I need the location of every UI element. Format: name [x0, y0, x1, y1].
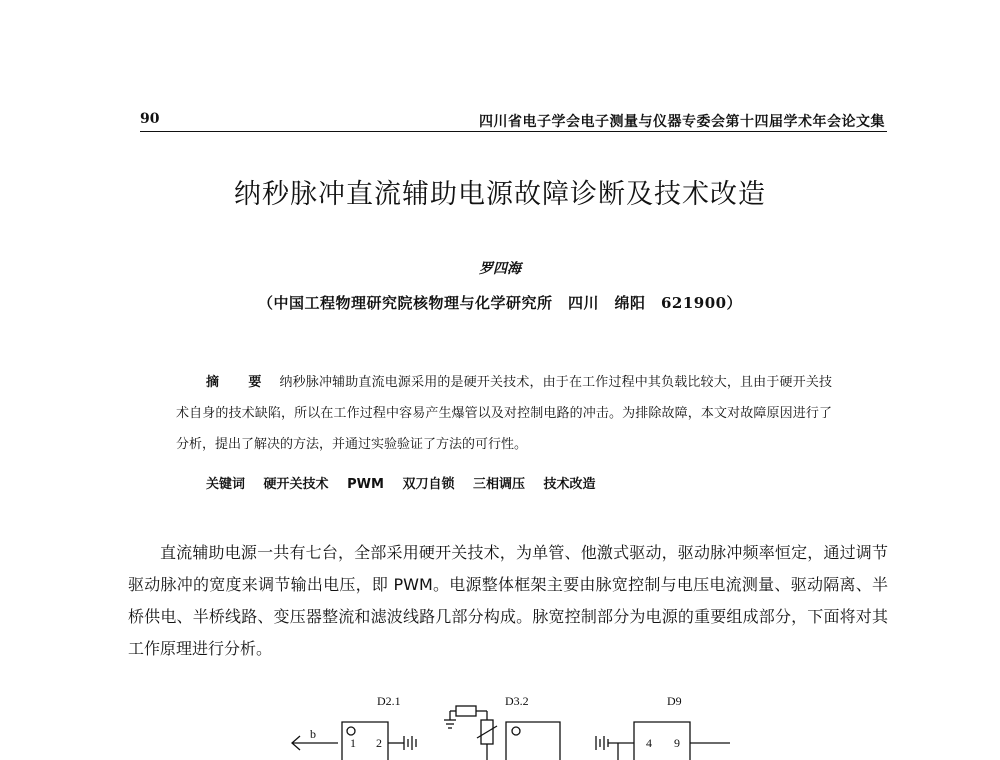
body-text	[128, 537, 888, 665]
body-paragraph: 直流辅助电源一共有七台，全部采用硬开关技术，为单管、他激式驱动，驱动脉冲频率恒定，通过调节驱动脉冲的宽度来调节输出电压，即 PWM。电源整体框架主要由脉宽控制与电压电流测量、驱动隔离、半桥供电、半桥线路、变压器整流和滤波线路几部分构成。脉宽控制部分为电源的重要组成部分，下面将对其工作原理进行分析。	[128, 543, 888, 658]
abstract-text: 纳秒脉冲辅助直流电源采用的是硬开关技术，由于在工作过程中其负载比较大，且由于硬开关技术自身的技术缺陷，所以在工作过程中容易产生爆管以及对控制电路的冲击。为排除故障，本文对故障原因进行了分析，提出了解决的方法，并通过实验验证了方法的可行性。	[176, 375, 832, 452]
label-pin9: 9	[674, 736, 680, 750]
label-pin2: 2	[376, 736, 382, 750]
running-header	[140, 111, 885, 133]
page-number: 90	[140, 111, 160, 127]
header-rule	[140, 131, 887, 132]
keyword: 技术改造	[543, 477, 596, 492]
keyword: 三相调压	[472, 477, 525, 492]
label-d9: D9	[667, 694, 682, 708]
chip-d3-2	[506, 722, 560, 760]
keywords-label: 关键词	[206, 477, 246, 492]
abstract-label: 摘 要	[206, 375, 270, 390]
journal-title: 四川省电子学会电子测量与仪器专委会第十四届学术年会论文集	[479, 114, 885, 130]
keyword: 双刀自锁	[402, 477, 455, 492]
affiliation: （中国工程物理研究院核物理与化学研究所 四川 绵阳 621900）	[257, 294, 743, 312]
label-pin4: 4	[646, 736, 652, 750]
keyword: 硬开关技术	[263, 477, 329, 492]
chip-d9	[596, 722, 730, 760]
circuit-diagram	[280, 690, 750, 760]
label-pin1: 1	[350, 736, 356, 750]
keyword: PWM	[347, 477, 384, 492]
label-d2-1: D2.1	[377, 694, 401, 708]
potentiometer	[444, 706, 497, 760]
author: 罗四海	[479, 261, 521, 277]
label-b: b	[310, 727, 316, 741]
paper-title: 纳秒脉冲直流辅助电源故障诊断及技术改造	[234, 179, 766, 210]
abstract	[176, 367, 832, 460]
keywords	[206, 473, 610, 492]
label-d3-2: D3.2	[505, 694, 529, 708]
